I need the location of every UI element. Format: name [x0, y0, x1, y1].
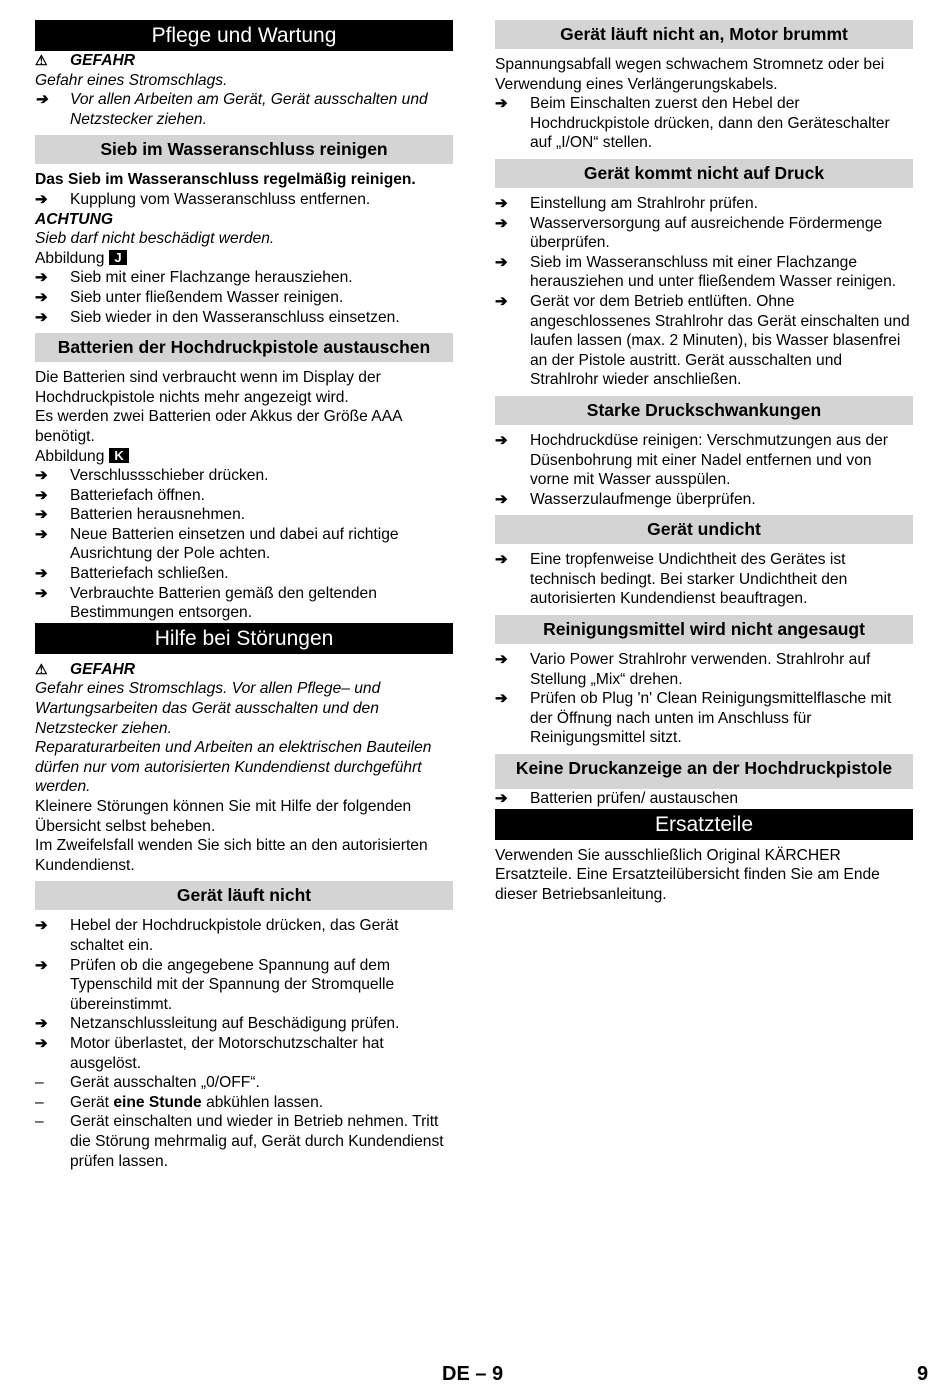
schwankungen-step: ➔ Hochdruckdüse reinigen: Verschmutzungen aus der Düsenbohrung mit einer Nadel entfernen und von vorne mit Wasser ausspülen. [495, 431, 889, 489]
section-title-undicht: Gerät undicht [495, 515, 913, 544]
druck-step: ➔ Wasserversorgung auf ausreichende Fördermenge überprüfen. [495, 214, 883, 252]
right-column [495, 20, 913, 904]
laeuft-step: ➔ Prüfen ob die angegebene Spannung auf dem Typenschild mit der Spannung der Stromquelle übereinstimmt. [35, 956, 395, 1013]
undicht-step: ➔ Eine tropfenweise Undichtheit des Gerätes ist technisch bedingt. Bei starker Undichtheit den autorisierten Kundendienst beauftragen. [495, 551, 848, 608]
arrow-icon: ➔ [495, 253, 508, 271]
warning-icon: ⚠ [35, 52, 48, 68]
hilfe-para: Kleinere Störungen können Sie mit Hilfe der folgenden Übersicht selbst beheben. [35, 798, 412, 835]
motor-para: Spannungsabfall wegen schwachem Stromnetz oder bei Verwendung eines Verlängerungskabels. [495, 56, 885, 93]
arrow-icon: ➔ [495, 194, 508, 212]
warning-icon: ⚠ [35, 660, 48, 677]
arrow-icon: ➔ [35, 91, 48, 109]
sieb-step: ➔ Sieb unter fließendem Wasser reinigen. [35, 288, 344, 306]
arrow-icon: ➔ [35, 1034, 48, 1052]
ersatzteile-para: Verwenden Sie ausschließlich Original KÄRCHER Ersatzteile. Eine Ersatzteilübersicht finden Sie am Ende dieser Betriebsanleitung. [495, 846, 880, 903]
left-column [35, 20, 453, 1171]
danger-text: Reparaturarbeiten und Arbeiten an elektrischen Bauteilen dürfen nur vom autorisierten Kundendienst durchgeführt werden. [35, 739, 432, 796]
arrow-icon: ➔ [35, 1015, 48, 1033]
arrow-icon: ➔ [35, 269, 48, 287]
arrow-icon: ➔ [495, 95, 508, 113]
danger-label: GEFAHR [70, 660, 135, 678]
footer-section-page: DE – 9 [442, 1363, 504, 1385]
batterien-step: ➔ Batterien herausnehmen. [35, 506, 246, 524]
dash-icon: – [35, 1093, 44, 1111]
danger-text: Gefahr eines Stromschlags. [35, 71, 228, 89]
dash-item: – Gerät einschalten und wieder in Betrieb nehmen. Tritt die Störung mehrmalig auf, Gerät durch Kundendienst prüfen lassen. [35, 1113, 444, 1170]
laeuft-step: ➔ Hebel der Hochdruckpistole drücken, das Gerät schaltet ein. [35, 917, 399, 954]
dash-item: – Gerät eine Stunde abkühlen lassen. [35, 1093, 324, 1111]
section-title-schwankungen: Starke Druckschwankungen [495, 396, 913, 425]
section-title-kein-druck: Gerät kommt nicht auf Druck [495, 159, 913, 188]
hilfe-para: Im Zweifelsfall wenden Sie sich bitte an den autorisierten Kundendienst. [35, 837, 428, 874]
batterien-para: Die Batterien sind verbraucht wenn im Display der Hochdruckpistole nichts mehr angezeigt wird. [35, 369, 381, 406]
danger-step: ➔ Vor allen Arbeiten am Gerät, Gerät ausschalten und Netzstecker ziehen. [35, 91, 428, 128]
arrow-icon: ➔ [495, 214, 508, 232]
arrow-icon: ➔ [495, 651, 508, 669]
section-title-laeuft-nicht: Gerät läuft nicht [35, 881, 453, 910]
arrow-icon: ➔ [35, 956, 48, 974]
druck-step: ➔ Einstellung am Strahlrohr prüfen. [495, 194, 758, 212]
sieb-step: ➔ Kupplung vom Wasseranschluss entfernen. [35, 190, 371, 208]
sieb-step: ➔ Sieb wieder in den Wasseranschluss einsetzen. [35, 308, 400, 326]
reinigungsmittel-step: ➔ Vario Power Strahlrohr verwenden. Strahlrohr auf Stellung „Mix“ drehen. [495, 651, 871, 688]
arrow-icon: ➔ [35, 565, 48, 583]
caution-text: Sieb darf nicht beschädigt werden. [35, 230, 275, 248]
danger-label: GEFAHR [70, 52, 135, 69]
section-title-pflege: Pflege und Wartung [35, 20, 453, 51]
arrow-icon: ➔ [35, 190, 48, 208]
druck-step: ➔ Sieb im Wasseranschluss mit einer Flachzange herausziehen und unter fließendem Wasser reinigen. [495, 253, 897, 291]
section-title-ersatzteile: Ersatzteile [495, 809, 913, 840]
danger-heading [35, 660, 453, 680]
arrow-icon: ➔ [495, 431, 508, 449]
arrow-icon: ➔ [495, 790, 508, 808]
figure-reference: Abbildung K [35, 447, 453, 467]
figure-badge: J [109, 250, 126, 265]
batterien-step: ➔ Batteriefach schließen. [35, 565, 229, 583]
batterien-step: ➔ Verschlussschieber drücken. [35, 467, 269, 485]
danger-text: Gefahr eines Stromschlags. Vor allen Pflege– und Wartungsarbeiten das Gerät ausschalten und den Netzstecker ziehen. [35, 680, 381, 737]
batterien-step: ➔ Neue Batterien einsetzen und dabei auf richtige Ausrichtung der Pole achten. [35, 525, 399, 563]
arrow-icon: ➔ [35, 467, 48, 485]
motor-step: ➔ Beim Einschalten zuerst den Hebel der Hochdruckpistole drücken, dann den Geräteschalter auf „I/ON“ stellen. [495, 95, 890, 152]
batterien-para: Es werden zwei Batterien oder Akkus der Größe AAA benötigt. [35, 408, 402, 445]
laeuft-step: ➔ Motor überlastet, der Motorschutzschalter hat ausgelöst. [35, 1034, 384, 1072]
batterien-step: ➔ Verbrauchte Batterien gemäß den geltenden Bestimmungen entsorgen. [35, 584, 377, 622]
section-title-hilfe: Hilfe bei Störungen [35, 623, 453, 654]
sieb-step: ➔ Sieb mit einer Flachzange herausziehen. [35, 269, 353, 287]
druck-step: ➔ Gerät vor dem Betrieb entlüften. Ohne angeschlossenes Strahlrohr das Gerät einschalten und laufen lassen (max. 2 Minuten), bis Wasser blasenfrei an der Pistole austritt. Gerät ausschalten und Strahlrohr wieder anschließen. [495, 292, 910, 389]
arrow-icon: ➔ [35, 288, 48, 306]
sieb-intro: Das Sieb im Wasseranschluss regelmäßig reinigen. [35, 171, 416, 189]
danger-heading [35, 51, 453, 71]
figure-reference: Abbildung J [35, 249, 453, 269]
arrow-icon: ➔ [35, 525, 48, 543]
dash-item: – Gerät ausschalten „0/OFF“. [35, 1074, 260, 1092]
section-title-reinigungsmittel: Reinigungsmittel wird nicht angesaugt [495, 615, 913, 644]
arrow-icon: ➔ [495, 490, 508, 508]
dash-icon: – [35, 1113, 44, 1131]
footer-page-number: 9 [917, 1363, 929, 1385]
section-title-sieb: Sieb im Wasseranschluss reinigen [35, 135, 453, 164]
arrow-icon: ➔ [35, 308, 48, 326]
arrow-icon: ➔ [35, 584, 48, 602]
druckanzeige-step: ➔ Batterien prüfen/ austauschen [495, 790, 739, 808]
arrow-icon: ➔ [495, 551, 508, 569]
figure-badge: K [109, 448, 128, 463]
arrow-icon: ➔ [35, 486, 48, 504]
arrow-icon: ➔ [35, 917, 48, 935]
arrow-icon: ➔ [495, 690, 508, 708]
batterien-step: ➔ Batteriefach öffnen. [35, 486, 205, 504]
arrow-icon: ➔ [495, 292, 508, 310]
arrow-icon: ➔ [35, 506, 48, 524]
section-title-batterien: Batterien der Hochdruckpistole austauschen [35, 333, 453, 362]
caution-label: ACHTUNG [35, 210, 113, 228]
section-title-motor-brummt: Gerät läuft nicht an, Motor brummt [495, 20, 913, 49]
dash-icon: – [35, 1074, 44, 1092]
reinigungsmittel-step: ➔ Prüfen ob Plug 'n' Clean Reinigungsmittelflasche mit der Öffnung nach unten im Anschluss für Reinigungsmittel sitzt. [495, 690, 892, 747]
laeuft-step: ➔ Netzanschlussleitung auf Beschädigung prüfen. [35, 1015, 400, 1033]
schwankungen-step: ➔ Wasserzulaufmenge überprüfen. [495, 490, 756, 508]
section-title-druckanzeige: Keine Druckanzeige an der Hochdruckpistole [495, 754, 913, 789]
